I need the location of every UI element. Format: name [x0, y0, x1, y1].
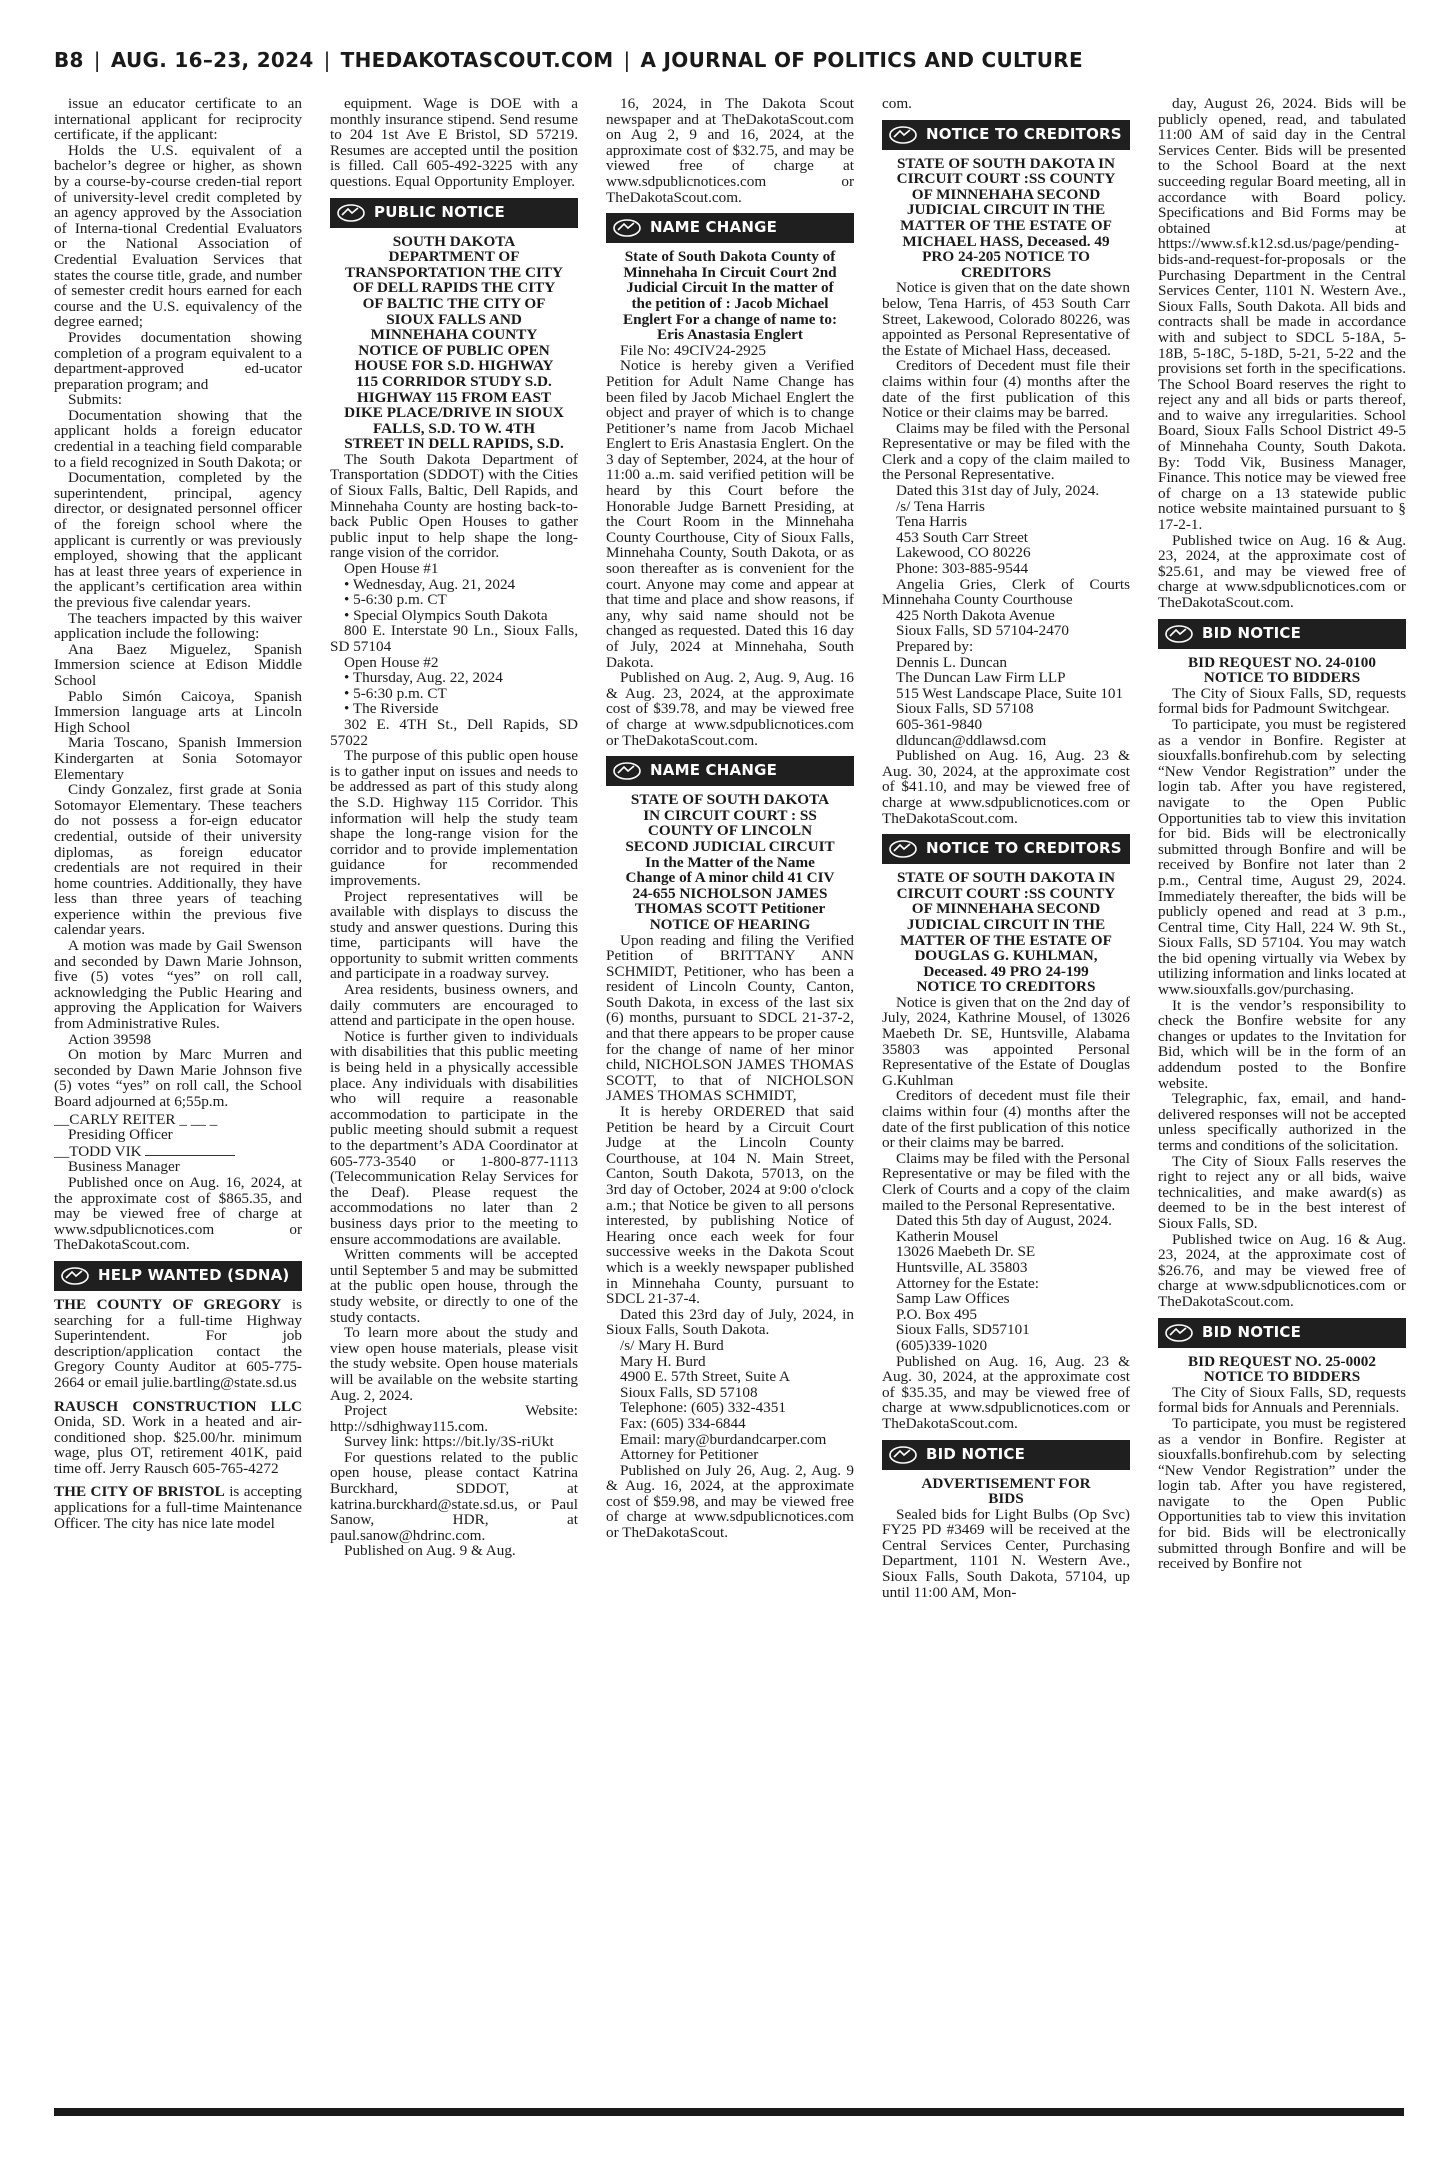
column-1 — [54, 96, 302, 2096]
notice-paragraph: Sioux Falls, SD 57108 — [620, 1383, 758, 1401]
notice-heading: ADVERTISEMENT FOR BIDS — [921, 1474, 1091, 1508]
notice-paragraph: Open House #2 — [344, 653, 439, 671]
section-label: NOTICE TO CREDITORS — [926, 839, 1122, 858]
notice-paragraph: dlduncan@ddlawsd.com — [896, 731, 1047, 749]
section-header-bid-notice-1 — [1158, 619, 1406, 649]
notice-paragraph: Dated this 31st day of July, 2024. — [896, 482, 1100, 500]
notice-paragraph: /s/ Mary H. Burd — [620, 1336, 724, 1354]
section-label: HELP WANTED (SDNA) — [98, 1266, 290, 1285]
notice-paragraph: The South Dakota Department of Transportation (SDDOT) with the Cities of Sioux Falls, Baltic, Dell Rapids, and Minnehaha County are hosting back-to-back Public Open Houses to gather public input to help shape the long-range vision of the corridor. — [330, 450, 578, 562]
minutes-paragraph: Pablo Simón Caicoya, Spanish Immersion language arts at Lincoln High School — [54, 687, 302, 736]
notice-paragraph: Tena Harris — [896, 513, 968, 531]
notice-paragraph: • Thursday, Aug. 22, 2024 — [344, 669, 503, 687]
notice-paragraph: Claims may be filed with the Personal Representative or may be filed with the Clerk of Courts and a copy of the claim mailed to the Personal Representative. — [882, 1149, 1130, 1214]
minutes-paragraph: Documentation showing that the applicant holds a foreign educator credential in a teaching field comparable to a field recognized in South Dakota; or — [54, 406, 302, 471]
ad-continuation: equipment. Wage is DOE with a monthly insurance stipend. Send resume to 204 1st Ave E Bristol, SD 57219. Resumes are accepted until the position is filled. Call 605-492-3225 with any questions. Equal Opportunity Employer. — [330, 96, 578, 190]
notice-paragraph: Upon reading and filing the Verified Petition of BRITTANY ANN SCHMIDT, Petitioner, who has been a resident of Lincoln County, Canton, South Dakota, in excess of the last six (6) months, pursuant to SDCL 21-37-2, and that there appears to be proper cause for the change of name of her minor child, NICHOLSON JAMES THOMAS SCOTT, to that of NICHOLSON JAMES THOMAS SCHMIDT, — [606, 931, 854, 1105]
notice-paragraph: Prepared by: — [896, 638, 974, 655]
notice-paragraph: Published on Aug. 16, Aug. 23 & Aug. 30, 2024, at the approximate cost of $35.35, and may be viewed free of charge at www.sdpublicnotices.com or TheDakotaScout.com. — [882, 1352, 1130, 1432]
notice-paragraph: Mary H. Burd — [620, 1352, 706, 1370]
notice-paragraph: To participate, you must be registered as a vendor in Bonfire. Register at siouxfalls.bonfirehub.com by selecting “New Vendor Registration” under the login tab. After you have registered, navigate to the Open Public Opportunities tab to view this invitation for bid. Bids will be electronically submitted through Bonfire and will be received by Bonfire not — [1158, 1414, 1406, 1573]
open-house-notice — [330, 452, 578, 1559]
bottom-rule — [54, 2108, 1404, 2116]
notice-paragraph: 13026 Maebeth Dr. SE — [896, 1243, 1036, 1261]
tagline: A JOURNAL OF POLITICS AND CULTURE — [640, 48, 1083, 72]
notice-paragraph: Dennis L. Duncan — [896, 653, 1007, 671]
section-header-bid-notice — [882, 1440, 1130, 1470]
notice-paragraph: Dated this 23rd day of July, 2024, in Sioux Falls, South Dakota. — [606, 1305, 854, 1339]
notice-paragraph: 4900 E. 57th Street, Suite A — [620, 1368, 791, 1386]
notice-paragraph: Fax: (605) 334-6844 — [620, 1414, 746, 1432]
column-5 — [1158, 96, 1406, 2096]
notice-paragraph: Published on Aug. 9 & Aug. — [344, 1542, 516, 1560]
section-label: NAME CHANGE — [650, 218, 778, 237]
notice-heading: State of South Dakota County of Minnehaha In Circuit Court 2nd Judicial Circuit In the matter of the petition of : Jacob Michael Englert For a change of name to: Eris Anastasia Englert — [623, 248, 837, 344]
minutes-paragraph: Holds the U.S. equivalent of a bachelor’s degree or higher, as shown by a course-by-course creden-tial report of university-level credit completed by an agency approved by the Association of Interna-tional Credential Evaluators or the National Association of Credential Evaluation Services that states the course title, grade, and number of semester credit hours earned for each course and the U.S. equivalency of the degree earned; — [54, 141, 302, 331]
notice-heading: BID REQUEST NO. 25-0002 NOTICE TO BIDDERS — [1188, 1352, 1376, 1386]
ad-lead: THE COUNTY OF GREGORY — [54, 1295, 282, 1313]
masthead: B8 | AUG. 16–23, 2024 | THEDAKOTASCOUT.COM | A JOURNAL OF POLITICS AND CULTURE — [54, 48, 1083, 72]
notice-paragraph: It is hereby ORDERED that said Petition be heard by a Circuit Court Judge at the Lincoln County Courthouse, at 104 N. Main Street, Canton, South Dakota, 57013, on the 3rd day of October, 2024 at 9:00 o'clock a.m.; that Notice be given to all persons interested, by publishing Notice of Hearing once each week for four successive weeks in the Dakota Scout which is a weekly newspaper published in Minnehaha County, pursuant to SDCL 21-37-4. — [606, 1103, 854, 1308]
notice-paragraph: Katherin Mousel — [896, 1227, 999, 1245]
notice-paragraph: Attorney for Petitioner — [620, 1446, 759, 1464]
minutes-paragraph: Maria Toscano, Spanish Immersion Kindergarten at Sonia Sotomayor Elementary — [54, 734, 302, 783]
notice-paragraph: 800 E. Interstate 90 Ln., Sioux Falls, SD 57104 — [330, 622, 578, 655]
notice-paragraph: Notice is given that on the date shown below, Tena Harris, of 453 South Carr Street, Lakewood, Colorado 80226, was appointed as Personal Representative of the Estate of Michael Hass, deceased. — [882, 279, 1130, 359]
notice-paragraph: Published twice on Aug. 16 & Aug. 23, 2024, at the approximate cost of $25.61, and may be viewed free of charge at www.sdpublicnotices.com or TheDakotaScout.com. — [1158, 531, 1406, 611]
help-wanted-ad — [54, 1399, 302, 1477]
signature-name-1: __CARLY REITER _ __ _ — [54, 1110, 218, 1128]
section-header-help-wanted — [54, 1261, 302, 1291]
notice-continuation: com. — [882, 96, 912, 112]
notice-paragraph: The City of Sioux Falls, SD, requests formal bids for Annuals and Perennials. — [1158, 1383, 1406, 1417]
signature-name-2: __TODD VIK — [54, 1142, 142, 1160]
section-label: NAME CHANGE — [650, 761, 778, 780]
notice-paragraph: Telegraphic, fax, email, and hand-delivered responses will not be accepted unless specifically authorized in the terms and conditions of the solicitation. — [1158, 1090, 1406, 1154]
ad-text: is accepting applications for a full-time Maintenance Officer. The city has nice late model — [54, 1483, 302, 1532]
minutes-paragraph: The teachers impacted by this waiver application include the following: — [54, 609, 302, 643]
signature-title-2: Business Manager — [68, 1158, 180, 1176]
notice-paragraph: Open House #1 — [344, 560, 439, 578]
notice-paragraph: Phone: 303-885-9544 — [896, 560, 1029, 578]
notice-paragraph: • 5-6:30 p.m. CT — [344, 591, 447, 609]
section-label: NOTICE TO CREDITORS — [926, 124, 1122, 143]
notice-paragraph: Attorney for the Estate: — [896, 1274, 1039, 1292]
notice-paragraph: • 5-6:30 p.m. CT — [344, 684, 447, 702]
notice-heading: STATE OF SOUTH DAKOTA IN CIRCUIT COURT :SS COUNTY OF MINNEHAHA SECOND JUDICIAL CIRCUIT IN THE MATTER OF THE ESTATE OF DOUGLAS G. KUHLMAN, Deceased. 49 PRO 24-199 NOTICE TO CREDITORS — [896, 869, 1116, 996]
scout-logo-icon — [1162, 1322, 1196, 1344]
ad-text: is searching for a full-time Highway Superintendent. For job description/application contact the Gregory County Auditor at 605-775-2664 or email julie.bartling@state.sd.us — [54, 1295, 302, 1391]
notice-heading: BID REQUEST NO. 24-0100 NOTICE TO BIDDERS — [1188, 653, 1376, 687]
column-2 — [330, 96, 578, 2096]
section-label: PUBLIC NOTICE — [374, 202, 505, 221]
scout-logo-icon — [886, 838, 920, 860]
column-4 — [882, 96, 1130, 2096]
help-wanted-ads — [54, 1297, 302, 1531]
site-name: THEDAKOTASCOUT.COM — [340, 48, 614, 72]
minutes-paragraph: issue an educator certificate to an international applicant for reciprocity certificate, if the applicant: — [54, 96, 302, 144]
publication-note: Published once on Aug. 16, 2024, at the approximate cost of $865.35, and may be viewed free of charge at www.sdpublicnotices.com or TheDakotaScout.com. — [54, 1173, 302, 1254]
help-wanted-ad — [54, 1297, 302, 1391]
notice-paragraph: 605-361-9840 — [896, 715, 983, 733]
minutes-paragraph: Action 39598 — [68, 1030, 152, 1048]
minutes-paragraph: Ana Baez Miguelez, Spanish Immersion science at Edison Middle School — [54, 640, 302, 689]
bid-request-25-0002 — [1158, 1385, 1406, 1572]
notice-paragraph: Notice is hereby given a Verified Petition for Adult Name Change has been filed by Jacob Michael Englert the object and prayer of which is to change Petitioner’s name from Jacob Michael Englert to Eris Anastasia Englert. On the 3 day of September, 2024, at the hour of 11:00 a..m. said verified petition will be heard by this Court before the Honorable Judge Barnett Presiding, at the Court Room in the Minnehaha County Courthouse, City of Sioux Falls, Minnehaha County, South Dakota, or as soon thereafter as is convenient for the court. Anyone may come and appear at that time and place and show reasons, if any, why said name should not be changed as requested. Dated this 16 day of July, 2024 at Minnehaha, South Dakota. — [606, 357, 854, 671]
notice-paragraph: Telephone: (605) 332-4351 — [620, 1399, 786, 1417]
section-header-public-notice — [330, 198, 578, 228]
notice-paragraph: The City of Sioux Falls reserves the right to reject any or all bids, waive technicalities, and make award(s) as deemed to be in the best interest of Sioux Falls, SD. — [1158, 1152, 1406, 1232]
notice-paragraph: Sealed bids for Light Bulbs (Op Svc) FY25 PD #3469 will be received at the Central Services Center, Purchasing Department, 1101 N. Western Ave., Sioux Falls, South Dakota, 57104, up until 11:00 AM, Mon- — [882, 1505, 1130, 1601]
notice-paragraph: Notice is given that on the 2nd day of July, 2024, Kathrine Mousel, of 13026 Maebeth Dr. SE, Huntsville, Alabama 35803 was appointed Personal Representative of the Estate of Douglas G.Kuhlman — [882, 993, 1130, 1089]
notice-paragraph: 302 E. 4TH St., Dell Rapids, SD 57022 — [330, 715, 578, 749]
notice-paragraph: Email: mary@burdandcarper.com — [620, 1430, 827, 1448]
notice-paragraph: • Wednesday, Aug. 21, 2024 — [344, 575, 516, 593]
creditors-notice-1 — [882, 280, 1130, 826]
ad-lead: THE CITY OF BRISTOL — [54, 1483, 225, 1501]
scout-logo-icon — [886, 1444, 920, 1466]
notice-paragraph: 453 South Carr Street — [896, 528, 1029, 546]
minutes-paragraph: Cindy Gonzalez, first grade at Sonia Sotomayor Elementary. These teachers do not possess a for-eign educator credential, outside of their university diplomas, as foreign educator credentials are not required in their home countries. Additionally, they have less than three years of teaching experience within the previous five calendar years. — [54, 781, 302, 939]
notice-paragraph: The City of Sioux Falls, SD, requests formal bids for Padmount Switchgear. — [1158, 684, 1406, 718]
section-header-creditors-2 — [882, 834, 1130, 864]
notice-paragraph: Sioux Falls, SD 57108 — [896, 700, 1034, 718]
notice-paragraph: Angelia Gries, Clerk of Courts Minnehaha County Courthouse — [882, 575, 1130, 609]
notice-paragraph: 425 North Dakota Avenue — [896, 606, 1055, 624]
notice-paragraph: Survey link: https://bit.ly/3S-riUkt — [344, 1433, 554, 1451]
notice-paragraph: For questions related to the public open house, please contact Katrina Burckhard, SDDOT, at katrina.burckhard@state.sd.us, or Paul Sanow, HDR, at paul.sanow@hdrinc.com. — [330, 1448, 578, 1544]
scout-logo-icon — [610, 760, 644, 782]
column-3 — [606, 96, 854, 2096]
notice-paragraph: Sioux Falls, SD 57104-2470 — [896, 622, 1069, 640]
notice-paragraph: 515 West Landscape Place, Suite 101 — [896, 684, 1124, 702]
scout-logo-icon — [334, 202, 368, 224]
notice-heading: SOUTH DAKOTA DEPARTMENT OF TRANSPORTATION THE CITY OF DELL RAPIDS THE CITY OF BALTIC THE CITY OF SIOUX FALLS AND MINNEHAHA COUNTY NOTICE OF PUBLIC OPEN HOUSE FOR S.D. HIGHWAY 115 CORRIDOR STUDY S.D. HIGHWAY 115 FROM EAST DIKE PLACE/DRIVE IN SIOUX FALLS, S.D. TO W. 4TH STREET IN DELL RAPIDS, S.D. — [344, 232, 564, 453]
notice-paragraph: /s/ Tena Harris — [896, 497, 985, 515]
notice-paragraph: Creditors of decedent must file their claims within four (4) months after the date of the first publication of this notice or their claims may be barred. — [882, 1087, 1130, 1152]
section-header-name-change-2 — [606, 756, 854, 786]
notice-paragraph: File No: 49CIV24-2925 — [620, 341, 766, 359]
scout-logo-icon — [610, 217, 644, 239]
notice-paragraph: The purpose of this public open house is to gather input on issues and needs to be addressed as part of this study along the S.D. Highway 115 Corridor. This information will help the study team shape the long-range vision for the corridor and to provide implementation guidance for recommended improvements. — [330, 747, 578, 889]
notice-paragraph: Area residents, business owners, and daily commuters are encouraged to attend and participate in the open house. — [330, 981, 578, 1030]
notice-paragraph: Samp Law Offices — [896, 1290, 1010, 1308]
minutes-paragraph: Documentation, completed by the superintendent, principal, agency director, or designated personnel officer of the foreign school where the applicant is currently or was previously employed, showing that the applicant has at least three years of experience in the applicant’s certification area within the previous five calendar years. — [54, 469, 302, 611]
minutes-paragraph: A motion was made by Gail Swenson and seconded by Dawn Marie Johnson, five (5) votes “yes” on roll call, acknowledging the Public Hearing and approving the Application for Waivers from Administrative Rules. — [54, 937, 302, 1033]
bid-continuation — [1158, 96, 1406, 611]
minutes-paragraph: On motion by Marc Murren and seconded by Dawn Marie Johnson five (5) votes “yes” on roll call, the School Board adjourned at 6;55p.m. — [54, 1046, 302, 1110]
notices-columns — [54, 96, 1404, 2096]
notice-paragraph: To participate, you must be registered as a vendor in Bonfire. Register at siouxfalls.bonfirehub.com by selecting “New Vendor Registration” under the login tab. After you have registered, navigate to the Open Public Opportunities tab to view this invitation for bid. Bids will be electronically submitted through Bonfire and will be received by Bonfire not later than 2 p.m., Central time, August 29, 2024. Immediately thereafter, the bids will be publicly opened and read at 3 p.m., Central time, City Hall, 224 W. 9th St., Sioux Falls, SD 57104. You may watch the bid opening virtually via Webex by utilizing information and links located at www.siouxfalls.gov/purchasing. — [1158, 715, 1406, 999]
notice-paragraph: It is the vendor’s responsibility to check the Bonfire website for any changes or updates to the Invitation for Bid, which will be in the form of an addendum posted to the Bonfire website. — [1158, 996, 1406, 1092]
help-wanted-ad — [54, 1484, 302, 1531]
notice-paragraph: (605)339-1020 — [896, 1336, 988, 1354]
notice-paragraph: Published twice on Aug. 16 & Aug. 23, 2024, at the approximate cost of $26.76, and may be viewed free of charge at www.sdpublicnotices.com or TheDakotaScout.com. — [1158, 1230, 1406, 1310]
notice-paragraph: Published on July 26, Aug. 2, Aug. 9 & Aug. 16, 2024, at the approximate cost of $59.98, and may be viewed free of charge at www.sdpublicnotices.com or TheDakotaScout. — [606, 1461, 854, 1542]
minutes-paragraph: Submits: — [68, 391, 123, 409]
section-header-name-change-1 — [606, 213, 854, 243]
notice-continuation: 16, 2024, in The Dakota Scout newspaper and at TheDakotaScout.com on Aug 2, 9 and 16, 2024, at the approximate cost of $32.75, and may be viewed free of charge at www.sdpublicnotices.com or TheDakotaScout.com. — [606, 96, 854, 206]
notice-paragraph: Sioux Falls, SD57101 — [896, 1321, 1030, 1339]
notice-paragraph: P.O. Box 495 — [896, 1305, 978, 1323]
issue-date: AUG. 16–23, 2024 — [110, 48, 314, 72]
section-header-bid-notice-2 — [1158, 1318, 1406, 1348]
scout-logo-icon — [886, 124, 920, 146]
notice-paragraph: Notice is further given to individuals with disabilities that this public meeting is being held in a physically accessible place. Any individuals with disabilities who will require a reasonable accommodation to participate in the public meeting should submit a request to the department’s ADA Coordinator at 605-773-3540 or 1-800-877-1113 (Telecommunication Relay Services for the Deaf). Please request the accommodations no later than 2 business days prior to the meeting to ensure accommodations are available. — [330, 1027, 578, 1248]
notice-paragraph: Creditors of Decedent must file their claims within four (4) months after the date of the first publication of this Notice or their claims may be barred. — [882, 357, 1130, 422]
signature-title-1: Presiding Officer — [68, 1126, 173, 1144]
section-header-creditors-1 — [882, 120, 1130, 150]
notice-paragraph: Claims may be filed with the Personal Representative or may be filed with the Clerk and a copy of the claim mailed to the Personal Representative. — [882, 419, 1130, 484]
notice-paragraph: Dated this 5th day of August, 2024. — [896, 1212, 1112, 1230]
ad-text: Onida, SD. Work in a heated and air-conditioned shop. $25.00/hr. minimum wage, plus OT, retirement 401K, paid time off. Jerry Rausch 605-765-4272 — [54, 1413, 302, 1477]
notice-heading: STATE OF SOUTH DAKOTA IN CIRCUIT COURT :SS COUNTY OF MINNEHAHA SECOND JUDICIAL CIRCUIT IN THE MATTER OF THE ESTATE OF MICHAEL HASS, Deceased. 49 PRO 24-205 NOTICE TO CREDITORS — [896, 154, 1116, 281]
minutes-paragraph: Provides documentation showing completion of a program equivalent to a department-approved ed-ucator preparation program; and — [54, 328, 302, 393]
notice-paragraph: The Duncan Law Firm LLP — [896, 669, 1066, 687]
name-change-notice-1 — [606, 343, 854, 748]
notice-paragraph: Published on Aug. 2, Aug. 9, Aug. 16 & Aug. 23, 2024, at the approximate cost of $39.78, and may be viewed free of charge at www.sdpublicnotices.com or TheDakotaScout.com. — [606, 669, 854, 749]
ad-lead: RAUSCH CONSTRUCTION LLC — [54, 1397, 302, 1415]
bid-request-24-0100 — [1158, 686, 1406, 1310]
notice-paragraph: day, August 26, 2024. Bids will be publicly opened, read, and tabulated 11:00 AM of said day in the Central Services Center. Bids will be presented to the School Board at the next succeeding regular Board meeting, all in accordance with Board policy. Specifications and Bid Forms may be obtained at https://www.sf.k12.sd.us/page/pending-bids-and-request-for-proposals or the Purchasing Department in the Central Services Center, 1101 N. Western Ave., Sioux Falls, South Dakota. All bids and contracts shall be made in accordance with and subject to SDCL 5-18A, 5-18B, 5-18C, 5-18D, 5-21, 5-22 and the provisions set forth in the specifications. The School Board reserves the right to reject any and all bids or parts thereof, and to waive any irregularities. School Board, Sioux Falls School District 49-5 of Minnehaha County, South Dakota. By: Todd Vik, Business Manager, Finance. This notice may be viewed free of charge on a 13 statewide public notice website maintained pursuant to § 17-2-1. — [1158, 96, 1406, 534]
notice-paragraph: Project Website: http://sdhighway115.com. — [330, 1402, 578, 1435]
school-board-minutes — [54, 96, 302, 1110]
creditors-notice-2 — [882, 995, 1130, 1432]
notice-paragraph: To learn more about the study and view open house materials, please visit the study website. Open house materials will be available on the website starting Aug. 2, 2024. — [330, 1324, 578, 1404]
notice-heading: STATE OF SOUTH DAKOTA IN CIRCUIT COURT : SS COUNTY OF LINCOLN SECOND JUDICIAL CIRCUIT In the Matter of the Name Change of A minor child 41 CIV 24-655 NICHOLSON JAMES THOMAS SCOTT Petitioner NOTICE OF HEARING — [625, 791, 835, 933]
scout-logo-icon — [58, 1265, 92, 1287]
notice-paragraph: • Special Olympics South Dakota — [344, 606, 548, 624]
notice-paragraph: Written comments will be accepted until September 5 and may be submitted at the public open house, through the study website, or directly to one of the study contacts. — [330, 1246, 578, 1326]
notice-paragraph: • The Riverside — [344, 700, 439, 718]
notice-paragraph: Huntsville, AL 35803 — [896, 1258, 1028, 1276]
section-label: BID NOTICE — [1202, 623, 1302, 642]
section-label: BID NOTICE — [926, 1444, 1026, 1463]
bid-advertisement — [882, 1507, 1130, 1601]
name-change-notice-2 — [606, 933, 854, 1541]
section-label: BID NOTICE — [1202, 1322, 1302, 1341]
page-number: B8 — [54, 48, 84, 72]
notice-paragraph: Project representatives will be available with displays to discuss the study and answer questions. During this time, participants will have the opportunity to submit written comments and participate in a roadway survey. — [330, 887, 578, 983]
notice-paragraph: Published on Aug. 16, Aug. 23 & Aug. 30, 2024, at the approximate cost of $41.10, and may be viewed free of charge at www.sdpublicnotices.com or TheDakotaScout.com. — [882, 747, 1130, 827]
notice-paragraph: Lakewood, CO 80226 — [896, 544, 1031, 562]
scout-logo-icon — [1162, 623, 1196, 645]
